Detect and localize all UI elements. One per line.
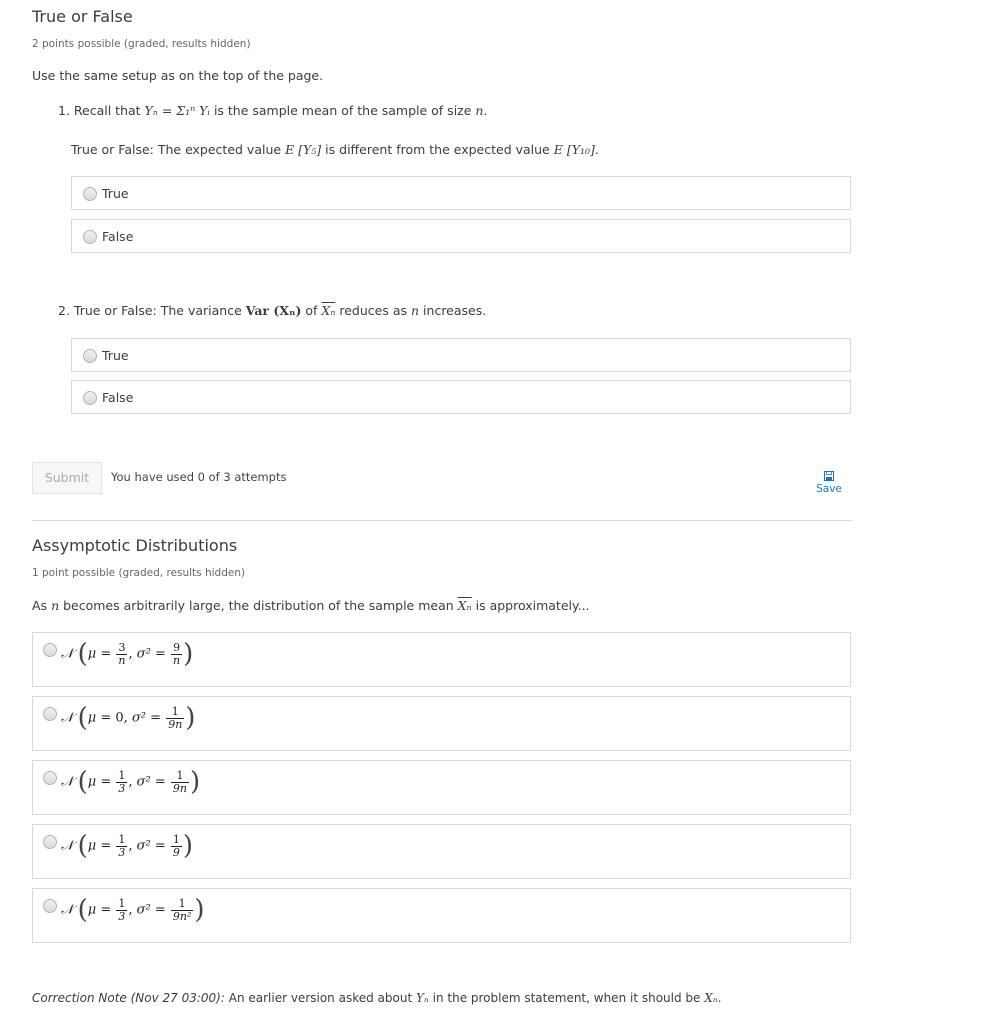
radio-button[interactable]	[83, 187, 97, 201]
correction-note-label: Correction Note (Nov 27 03:00):	[32, 991, 225, 1005]
problem-meta: 2 points possible (graded, results hidden)	[32, 38, 251, 50]
attempts-status: You have used 0 of 3 attempts	[111, 470, 287, 484]
part1-question	[71, 142, 599, 157]
problem-title: True or False	[32, 7, 133, 26]
radio-button[interactable]	[43, 643, 57, 657]
problem-meta: 1 point possible (graded, results hidden)	[32, 567, 246, 579]
part1-expectation-2: E [Y₁₀].	[553, 142, 599, 157]
radio-button[interactable]	[83, 230, 97, 244]
distribution-option-3[interactable]	[32, 760, 851, 815]
part1-prefix: 1. Recall that	[58, 103, 141, 118]
distribution-option-1[interactable]	[32, 632, 851, 687]
prompt-as: As	[32, 598, 48, 613]
save-button[interactable]	[812, 471, 846, 495]
part1-question-prefix: True or False: The expected value	[71, 142, 282, 157]
option-label: True	[102, 348, 129, 363]
radio-button[interactable]	[83, 349, 97, 363]
correction-note	[32, 991, 721, 1005]
option-label: False	[102, 390, 134, 405]
option-formula: 𝒩 (μ = $\frac{3}{n}$ , σ² = $\frac{9}{n}$ )	[61, 639, 194, 669]
floppy-disk-icon	[824, 471, 834, 481]
radio-button[interactable]	[83, 391, 97, 405]
option-formula: 𝒩 (μ = $\frac{1}{3}$ , σ² = $\frac{1}{9n}$ )	[61, 767, 201, 797]
part2-xn: $\overline{X_n}$	[321, 303, 336, 318]
radio-button[interactable]	[43, 707, 57, 721]
part2-prefix: 2. True or False: The variance	[58, 303, 242, 318]
option-formula: 𝒩 (μ = $\frac{1}{3}$ , σ² = $\frac{1}{9}$ )	[61, 831, 194, 861]
part2-n: n	[411, 303, 420, 318]
radio-button[interactable]	[43, 771, 57, 785]
section-divider	[32, 520, 852, 521]
option-formula: 𝒩 (μ = 0, σ² = $\frac{1}{9n}$ )	[61, 703, 196, 733]
correction-note-text: An earlier version asked about	[228, 991, 413, 1005]
part1-option-false[interactable]	[71, 219, 851, 253]
correction-note-xn: Xₙ.	[704, 991, 722, 1005]
correction-note-text2: in the problem statement, when it should be	[432, 991, 701, 1005]
option-label: False	[102, 229, 134, 244]
distribution-option-2[interactable]	[32, 696, 851, 751]
correction-note-yn: Yₙ	[416, 991, 429, 1005]
part1-question-mid: is different from the expected value	[325, 142, 550, 157]
part2-option-true[interactable]	[71, 338, 851, 372]
submit-button[interactable]: Submit	[32, 462, 102, 494]
distribution-option-4[interactable]	[32, 824, 851, 879]
option-label: True	[102, 186, 129, 201]
save-label: Save	[816, 483, 842, 495]
distribution-option-5[interactable]	[32, 888, 851, 943]
part2-option-false[interactable]	[71, 380, 851, 414]
problem-title: Assymptotic Distributions	[32, 536, 238, 555]
part1-n: n.	[475, 103, 488, 118]
part2-suffix: reduces as	[339, 303, 408, 318]
radio-button[interactable]	[43, 899, 57, 913]
part2-end: increases.	[423, 303, 487, 318]
problem-intro: Use the same setup as on the top of the page.	[32, 68, 324, 83]
prompt-end: is approximately...	[475, 598, 590, 613]
part2-variance: Var (Xₙ)	[245, 303, 302, 318]
problem-prompt	[32, 598, 590, 613]
part1-expectation-1: E [Y₅]	[285, 142, 322, 157]
part2-of: of	[305, 303, 318, 318]
part1-suffix: is the sample mean of the sample of size	[213, 103, 472, 118]
part1-statement	[58, 103, 487, 118]
radio-button[interactable]	[43, 835, 57, 849]
option-formula: 𝒩 (μ = $\frac{1}{3}$ , σ² = $\frac{1}{\text{9n²}}$ )	[61, 895, 205, 925]
part1-option-true[interactable]	[71, 176, 851, 210]
prompt-xn: $\overline{X_n}$	[457, 598, 472, 613]
prompt-n: n	[51, 598, 60, 613]
part2-statement	[58, 303, 486, 318]
part1-formula: Yₙ = Σ₁ⁿ Yᵢ	[144, 103, 210, 118]
prompt-middle: becomes arbitrarily large, the distribution of the sample mean	[63, 598, 454, 613]
